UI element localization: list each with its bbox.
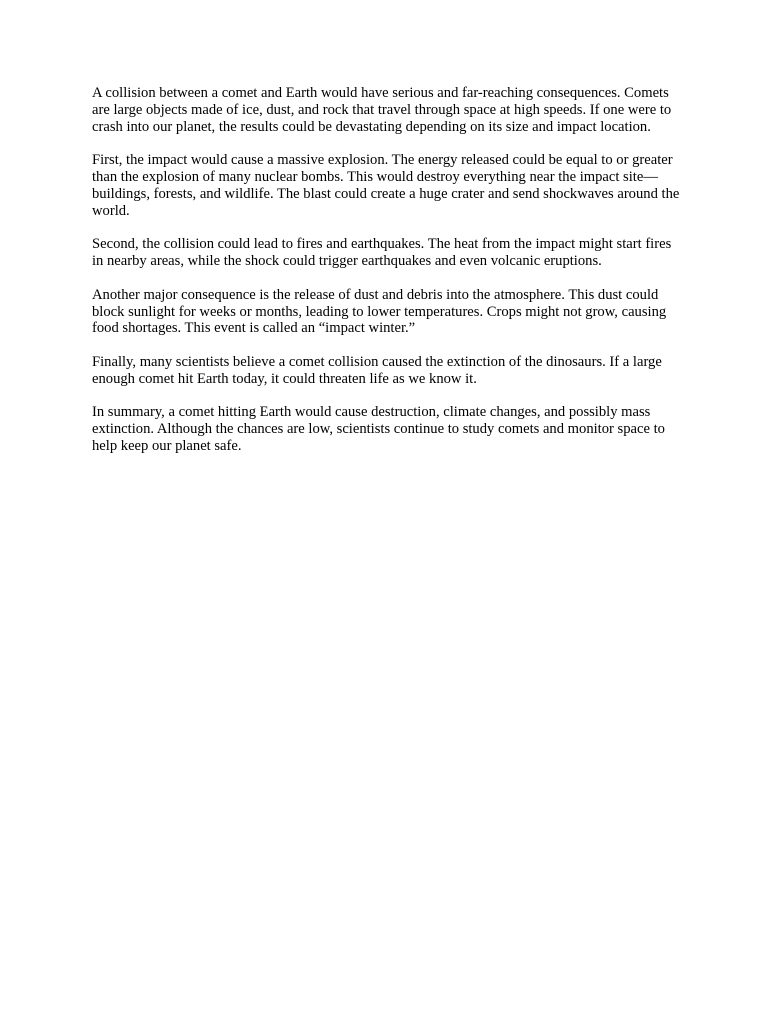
paragraph-impact-winter: Another major consequence is the release of dust and debris into the atmosphere. This dust could block sunlight for weeks or months, leading to lower temperatures. Crops might not grow, causing food shortages. This event is called an “impact winter.” <box>92 286 667 337</box>
document-body <box>92 85 680 455</box>
paragraph-extinction: Finally, many scientists believe a comet collision caused the extinction of the dinosaurs. If a large enough comet hit Earth today, it could threaten life as we know it. <box>92 353 662 387</box>
paragraph-explosion: First, the impact would cause a massive explosion. The energy released could be equal to or greater than the explosion of many nuclear bombs. This would destroy everything near the impact site—buildings, forests, and wildlife. The blast could create a huge crater and send shockwaves around the world. <box>92 152 680 219</box>
paragraph-summary: In summary, a comet hitting Earth would cause destruction, climate changes, and possibly mass extinction. Although the chances are low, scientists continue to study comets and monitor space to help keep our planet safe. <box>92 404 665 454</box>
paragraph-intro: A collision between a comet and Earth would have serious and far-reaching consequences. Comets are large objects made of ice, dust, and rock that travel through space at high speeds. If one were to crash into our planet, the results could be devastating depending on its size and impact location. <box>92 85 672 135</box>
paragraph-fires-earthquakes: Second, the collision could lead to fires and earthquakes. The heat from the impact might start fires in nearby areas, while the shock could trigger earthquakes and even volcanic eruptions. <box>92 236 672 270</box>
